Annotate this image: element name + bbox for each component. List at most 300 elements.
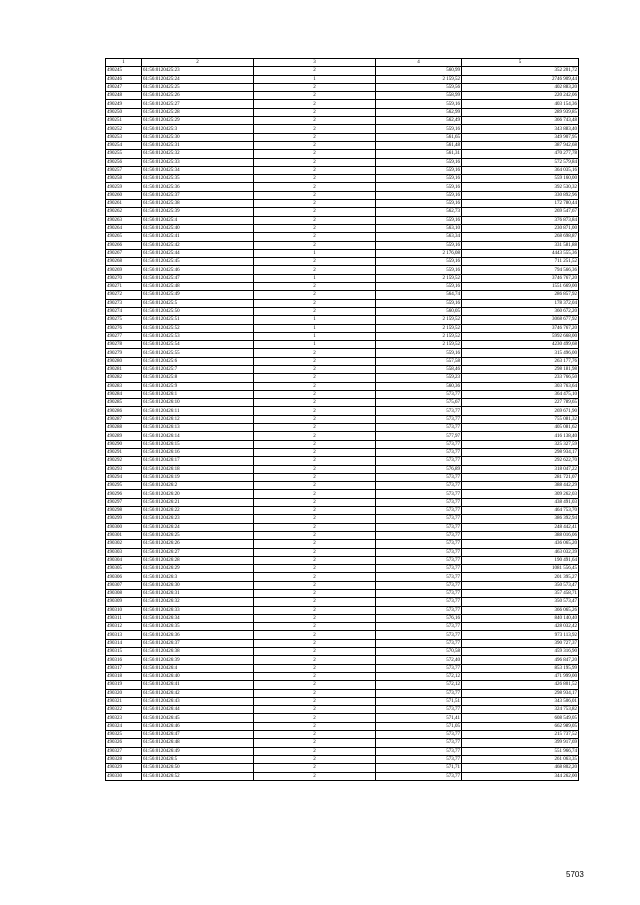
- table-row: [106, 581, 579, 589]
- category-cell: 2: [254, 448, 376, 456]
- category-cell: 2: [254, 415, 376, 423]
- value-cell: 4443 555,36: [462, 249, 579, 257]
- area-cell: 573,77: [376, 507, 462, 515]
- area-cell: 573,77: [376, 565, 462, 573]
- cadastral-number-cell: 61:56:0120425:27: [142, 100, 254, 108]
- cadastral-number-cell: 61:56:0120426:23: [142, 515, 254, 523]
- page-number: 5703: [566, 870, 584, 879]
- value-cell: 496 847,20: [462, 656, 579, 664]
- area-cell: 559,16: [376, 125, 462, 133]
- category-cell: 2: [254, 473, 376, 481]
- category-cell: 2: [254, 581, 376, 589]
- value-cell: 315 496,00: [462, 349, 579, 357]
- value-cell: 331 581,88: [462, 241, 579, 249]
- table-row: [106, 448, 579, 456]
- table-row: [106, 473, 579, 481]
- row-id-cell: 490276: [106, 324, 142, 332]
- table-row: [106, 623, 579, 631]
- value-cell: 286 857,92: [462, 291, 579, 299]
- row-id-cell: 490294: [106, 473, 142, 481]
- row-id-cell: 490319: [106, 681, 142, 689]
- area-cell: 2 159,52: [376, 332, 462, 340]
- table-row: [106, 573, 579, 581]
- category-cell: 2: [254, 606, 376, 614]
- table-row: [106, 523, 579, 531]
- category-cell: 2: [254, 349, 376, 357]
- table-row: [106, 299, 579, 307]
- value-cell: 388 016,06: [462, 531, 579, 539]
- value-cell: 608 549,05: [462, 714, 579, 722]
- value-cell: 376 873,84: [462, 216, 579, 224]
- cadastral-number-cell: 61:56:0120425:54: [142, 341, 254, 349]
- row-id-cell: 490259: [106, 183, 142, 191]
- area-cell: 2 176,08: [376, 249, 462, 257]
- cadastral-number-cell: 61:56:0120426:36: [142, 631, 254, 639]
- value-cell: 298 181,98: [462, 365, 579, 373]
- area-cell: 559,23: [376, 374, 462, 382]
- area-cell: 573,77: [376, 523, 462, 531]
- table-row: [106, 482, 579, 490]
- area-cell: 573,77: [376, 540, 462, 548]
- value-cell: 349 907,95: [462, 133, 579, 141]
- area-cell: 561,65: [376, 133, 462, 141]
- value-cell: 390 727,37: [462, 639, 579, 647]
- category-cell: 2: [254, 623, 376, 631]
- category-cell: 2: [254, 465, 376, 473]
- cadastral-number-cell: 61:56:0120425:3: [142, 125, 254, 133]
- row-id-cell: 490277: [106, 332, 142, 340]
- row-id-cell: 490293: [106, 465, 142, 473]
- area-cell: 559,16: [376, 283, 462, 291]
- area-cell: 573,77: [376, 556, 462, 564]
- row-id-cell: 490282: [106, 374, 142, 382]
- row-id-cell: 490260: [106, 191, 142, 199]
- cadastral-number-cell: 61:56:0120426:33: [142, 606, 254, 614]
- area-cell: 572,12: [376, 681, 462, 689]
- category-cell: 2: [254, 299, 376, 307]
- value-cell: 387 942,68: [462, 141, 579, 149]
- area-cell: 559,16: [376, 299, 462, 307]
- cadastral-number-cell: 61:56:0120425:50: [142, 307, 254, 315]
- value-cell: 350 573,47: [462, 581, 579, 589]
- value-cell: 399 917,69: [462, 739, 579, 747]
- area-cell: 573,77: [376, 415, 462, 423]
- row-id-cell: 490270: [106, 274, 142, 282]
- cadastral-number-cell: 61:56:0120425:49: [142, 291, 254, 299]
- category-cell: 2: [254, 722, 376, 730]
- cadastral-number-cell: 61:56:0120426:15: [142, 440, 254, 448]
- category-cell: 2: [254, 407, 376, 415]
- cadastral-number-cell: 61:56:0120425:6: [142, 357, 254, 365]
- cadastral-number-cell: 61:56:0120426:42: [142, 689, 254, 697]
- area-cell: 559,16: [376, 175, 462, 183]
- cadastral-number-cell: 61:56:0120426:37: [142, 639, 254, 647]
- row-id-cell: 490283: [106, 382, 142, 390]
- area-cell: 573,77: [376, 639, 462, 647]
- table-row: [106, 150, 579, 158]
- area-cell: 573,77: [376, 457, 462, 465]
- area-cell: 573,77: [376, 747, 462, 755]
- value-cell: 289 939,85: [462, 108, 579, 116]
- table-row: [106, 357, 579, 365]
- cadastral-number-cell: 61:56:0120426:41: [142, 681, 254, 689]
- table-row: [106, 75, 579, 83]
- table-row: [106, 639, 579, 647]
- area-cell: 577,97: [376, 432, 462, 440]
- area-cell: 573,77: [376, 482, 462, 490]
- table-row: [106, 731, 579, 739]
- row-id-cell: 490280: [106, 357, 142, 365]
- category-cell: 2: [254, 432, 376, 440]
- category-cell: 2: [254, 755, 376, 763]
- category-cell: 2: [254, 440, 376, 448]
- cadastral-number-cell: 61:56:0120426:30: [142, 581, 254, 589]
- category-cell: 1: [254, 341, 376, 349]
- area-cell: 559,16: [376, 183, 462, 191]
- area-cell: 575,67: [376, 399, 462, 407]
- cadastral-number-cell: 61:56:0120425:24: [142, 75, 254, 83]
- column-header-3: 3: [254, 59, 376, 67]
- value-cell: 662 989,05: [462, 722, 579, 730]
- table-row: [106, 266, 579, 274]
- category-cell: 2: [254, 631, 376, 639]
- category-cell: 2: [254, 772, 376, 780]
- value-cell: 426 801,52: [462, 681, 579, 689]
- area-cell: 2 159,52: [376, 274, 462, 282]
- row-id-cell: 490325: [106, 731, 142, 739]
- value-cell: 263 177,76: [462, 357, 579, 365]
- value-cell: 388 442,29: [462, 482, 579, 490]
- category-cell: 2: [254, 656, 376, 664]
- cadastral-number-cell: 61:56:0120426:38: [142, 648, 254, 656]
- area-cell: 573,77: [376, 664, 462, 672]
- area-cell: 2 159,52: [376, 316, 462, 324]
- row-id-cell: 490308: [106, 590, 142, 598]
- row-id-cell: 490287: [106, 415, 142, 423]
- cadastral-number-cell: 61:56:0120426:52: [142, 772, 254, 780]
- category-cell: 2: [254, 548, 376, 556]
- column-header-5: 5: [462, 59, 579, 67]
- row-id-cell: 490275: [106, 316, 142, 324]
- row-id-cell: 490303: [106, 548, 142, 556]
- cadastral-number-cell: 61:56:0120425:41: [142, 233, 254, 241]
- value-cell: 551 966,74: [462, 747, 579, 755]
- area-cell: 573,77: [376, 631, 462, 639]
- table-row: [106, 324, 579, 332]
- value-cell: 298 934,17: [462, 448, 579, 456]
- cadastral-number-cell: 61:56:0120425:42: [142, 241, 254, 249]
- table-row: [106, 598, 579, 606]
- row-id-cell: 490263: [106, 216, 142, 224]
- row-id-cell: 490309: [106, 598, 142, 606]
- row-id-cell: 490296: [106, 490, 142, 498]
- table-row: [106, 349, 579, 357]
- category-cell: 2: [254, 764, 376, 772]
- value-cell: 172 780,44: [462, 200, 579, 208]
- row-id-cell: 490257: [106, 166, 142, 174]
- cadastral-number-cell: 61:56:0120426:44: [142, 706, 254, 714]
- category-cell: 2: [254, 374, 376, 382]
- category-cell: 2: [254, 490, 376, 498]
- table-row: [106, 681, 579, 689]
- cadastral-number-cell: 61:56:0120425:32: [142, 150, 254, 158]
- table-row: [106, 399, 579, 407]
- table-row: [106, 365, 579, 373]
- cadastral-number-cell: 61:56:0120425:23: [142, 67, 254, 75]
- cadastral-number-cell: 61:56:0120426:12: [142, 415, 254, 423]
- table-row: [106, 739, 579, 747]
- category-cell: 2: [254, 150, 376, 158]
- row-id-cell: 490292: [106, 457, 142, 465]
- category-cell: 2: [254, 639, 376, 647]
- table-row: [106, 158, 579, 166]
- cadastral-number-cell: 61:56:0120425:7: [142, 365, 254, 373]
- table-row: [106, 241, 579, 249]
- cadastral-number-cell: 61:56:0120426:28: [142, 556, 254, 564]
- area-cell: 576,89: [376, 465, 462, 473]
- cadastral-number-cell: 61:56:0120425:30: [142, 133, 254, 141]
- row-id-cell: 490324: [106, 722, 142, 730]
- category-cell: 2: [254, 556, 376, 564]
- row-id-cell: 490299: [106, 515, 142, 523]
- category-cell: 2: [254, 747, 376, 755]
- column-header-1: 1: [106, 59, 142, 67]
- category-cell: 2: [254, 390, 376, 398]
- table-row: [106, 208, 579, 216]
- category-cell: 2: [254, 83, 376, 91]
- area-cell: 573,77: [376, 590, 462, 598]
- row-id-cell: 490290: [106, 440, 142, 448]
- table-row: [106, 764, 579, 772]
- cadastral-number-cell: 61:56:0120426:4: [142, 664, 254, 672]
- category-cell: 2: [254, 258, 376, 266]
- row-id-cell: 490311: [106, 614, 142, 622]
- area-cell: 558,99: [376, 92, 462, 100]
- area-cell: 573,77: [376, 498, 462, 506]
- row-id-cell: 490266: [106, 241, 142, 249]
- value-cell: 318 047,22: [462, 465, 579, 473]
- cadastral-number-cell: 61:56:0120425:55: [142, 349, 254, 357]
- area-cell: 561,48: [376, 141, 462, 149]
- category-cell: 1: [254, 332, 376, 340]
- category-cell: 2: [254, 399, 376, 407]
- row-id-cell: 490330: [106, 772, 142, 780]
- area-cell: 563,10: [376, 224, 462, 232]
- value-cell: 402 883,20: [462, 83, 579, 91]
- area-cell: 559,16: [376, 216, 462, 224]
- value-cell: 1551 669,00: [462, 283, 579, 291]
- row-id-cell: 490316: [106, 656, 142, 664]
- area-cell: 573,77: [376, 731, 462, 739]
- value-cell: 973 113,92: [462, 631, 579, 639]
- area-cell: 2 159,52: [376, 341, 462, 349]
- value-cell: 343 883,40: [462, 125, 579, 133]
- cadastral-number-cell: 61:56:0120426:32: [142, 598, 254, 606]
- value-cell: 459 316,90: [462, 648, 579, 656]
- value-cell: 392 530,32: [462, 183, 579, 191]
- area-cell: 559,16: [376, 166, 462, 174]
- cadastral-number-cell: 61:56:0120426:50: [142, 764, 254, 772]
- category-cell: 2: [254, 498, 376, 506]
- category-cell: 1: [254, 274, 376, 282]
- table-row: [106, 166, 579, 174]
- row-id-cell: 490264: [106, 224, 142, 232]
- table-row: [106, 283, 579, 291]
- area-cell: 559,16: [376, 349, 462, 357]
- table-row: [106, 664, 579, 672]
- category-cell: 2: [254, 100, 376, 108]
- value-cell: 303 763,64: [462, 382, 579, 390]
- cadastral-number-cell: 61:56:0120425:46: [142, 266, 254, 274]
- cadastral-number-cell: 61:56:0120426:31: [142, 590, 254, 598]
- cadastral-number-cell: 61:56:0120426:11: [142, 407, 254, 415]
- table-row: [106, 407, 579, 415]
- area-cell: 560,36: [376, 382, 462, 390]
- row-id-cell: 490253: [106, 133, 142, 141]
- value-cell: 464 753,70: [462, 507, 579, 515]
- area-cell: 573,77: [376, 490, 462, 498]
- category-cell: 2: [254, 731, 376, 739]
- category-cell: 2: [254, 357, 376, 365]
- category-cell: 2: [254, 117, 376, 125]
- cadastral-number-cell: 61:56:0120425:35: [142, 175, 254, 183]
- category-cell: 2: [254, 573, 376, 581]
- table-row: [106, 92, 579, 100]
- table-row: [106, 689, 579, 697]
- cadastral-number-cell: 61:56:0120426:16: [142, 448, 254, 456]
- area-cell: 573,77: [376, 531, 462, 539]
- table-row: [106, 291, 579, 299]
- cadastral-number-cell: 61:56:0120425:47: [142, 274, 254, 282]
- cadastral-number-cell: 61:56:0120425:37: [142, 191, 254, 199]
- row-id-cell: 490323: [106, 714, 142, 722]
- value-cell: 471 999,00: [462, 672, 579, 680]
- category-cell: 2: [254, 175, 376, 183]
- category-cell: 2: [254, 283, 376, 291]
- cadastral-number-cell: 61:56:0120425:52: [142, 324, 254, 332]
- cadastral-number-cell: 61:56:0120425:33: [142, 158, 254, 166]
- table-row: [106, 316, 579, 324]
- row-id-cell: 490317: [106, 664, 142, 672]
- row-id-cell: 490251: [106, 117, 142, 125]
- area-cell: 562,49: [376, 117, 462, 125]
- row-id-cell: 490278: [106, 341, 142, 349]
- row-id-cell: 490255: [106, 150, 142, 158]
- cadastral-number-cell: 61:56:0120426:17: [142, 457, 254, 465]
- cadastral-number-cell: 61:56:0120426:26: [142, 540, 254, 548]
- category-cell: 2: [254, 382, 376, 390]
- category-cell: 2: [254, 648, 376, 656]
- value-cell: 2746 909,44: [462, 75, 579, 83]
- area-cell: 576,16: [376, 614, 462, 622]
- cadastral-value-table: [105, 58, 579, 781]
- area-cell: 557,58: [376, 357, 462, 365]
- cadastral-number-cell: 61:56:0120425:31: [142, 141, 254, 149]
- area-cell: 573,77: [376, 424, 462, 432]
- row-id-cell: 490262: [106, 208, 142, 216]
- value-cell: 711 251,52: [462, 258, 579, 266]
- value-cell: 190 491,64: [462, 556, 579, 564]
- value-cell: 343 506,01: [462, 697, 579, 705]
- area-cell: 571,41: [376, 714, 462, 722]
- cadastral-number-cell: 61:56:0120425:45: [142, 258, 254, 266]
- value-cell: 1081 556,45: [462, 565, 579, 573]
- table-row: [106, 656, 579, 664]
- table-row: [106, 755, 579, 763]
- cadastral-number-cell: 61:56:0120425:25: [142, 83, 254, 91]
- area-cell: 559,16: [376, 241, 462, 249]
- cadastral-number-cell: 61:56:0120426:21: [142, 498, 254, 506]
- area-cell: 573,77: [376, 623, 462, 631]
- value-cell: 366 743,48: [462, 117, 579, 125]
- row-id-cell: 490285: [106, 399, 142, 407]
- row-id-cell: 490312: [106, 623, 142, 631]
- category-cell: 2: [254, 598, 376, 606]
- value-cell: 5992 668,00: [462, 332, 579, 340]
- value-cell: 269 671,90: [462, 407, 579, 415]
- area-cell: 573,77: [376, 689, 462, 697]
- category-cell: 2: [254, 697, 376, 705]
- value-cell: 309 262,03: [462, 490, 579, 498]
- cadastral-number-cell: 61:56:0120426:22: [142, 507, 254, 515]
- value-cell: 853 195,99: [462, 664, 579, 672]
- table-row: [106, 432, 579, 440]
- cadastral-number-cell: 61:56:0120426:46: [142, 722, 254, 730]
- cadastral-number-cell: 61:56:0120425:28: [142, 108, 254, 116]
- cadastral-number-cell: 61:56:0120426:39: [142, 656, 254, 664]
- table-row: [106, 224, 579, 232]
- row-id-cell: 490268: [106, 258, 142, 266]
- value-cell: 325 327,59: [462, 440, 579, 448]
- row-id-cell: 490306: [106, 573, 142, 581]
- value-cell: 298 934,17: [462, 689, 579, 697]
- category-cell: 2: [254, 183, 376, 191]
- row-id-cell: 490291: [106, 448, 142, 456]
- value-cell: 352 201,72: [462, 67, 579, 75]
- row-id-cell: 490295: [106, 482, 142, 490]
- category-cell: 2: [254, 515, 376, 523]
- header-row: [106, 59, 579, 67]
- table-row: [106, 374, 579, 382]
- row-id-cell: 490279: [106, 349, 142, 357]
- area-cell: 573,77: [376, 390, 462, 398]
- category-cell: 1: [254, 249, 376, 257]
- area-cell: 571,51: [376, 697, 462, 705]
- table-row: [106, 332, 579, 340]
- table-row: [106, 191, 579, 199]
- table-row: [106, 515, 579, 523]
- area-cell: 564,74: [376, 291, 462, 299]
- row-id-cell: 490284: [106, 390, 142, 398]
- area-cell: 573,77: [376, 515, 462, 523]
- row-id-cell: 490328: [106, 755, 142, 763]
- area-cell: 573,77: [376, 606, 462, 614]
- value-cell: 268 698,87: [462, 233, 579, 241]
- value-cell: 233 766,50: [462, 374, 579, 382]
- area-cell: 573,77: [376, 473, 462, 481]
- value-cell: 330 892,96: [462, 191, 579, 199]
- area-cell: 570,58: [376, 648, 462, 656]
- category-cell: 2: [254, 565, 376, 573]
- cadastral-number-cell: 61:56:0120426:34: [142, 614, 254, 622]
- area-cell: 2 159,52: [376, 324, 462, 332]
- value-cell: 227 789,65: [462, 399, 579, 407]
- row-id-cell: 490245: [106, 67, 142, 75]
- area-cell: 559,16: [376, 158, 462, 166]
- category-cell: 1: [254, 324, 376, 332]
- value-cell: 386 392,94: [462, 515, 579, 523]
- cadastral-number-cell: 61:56:0120426:27: [142, 548, 254, 556]
